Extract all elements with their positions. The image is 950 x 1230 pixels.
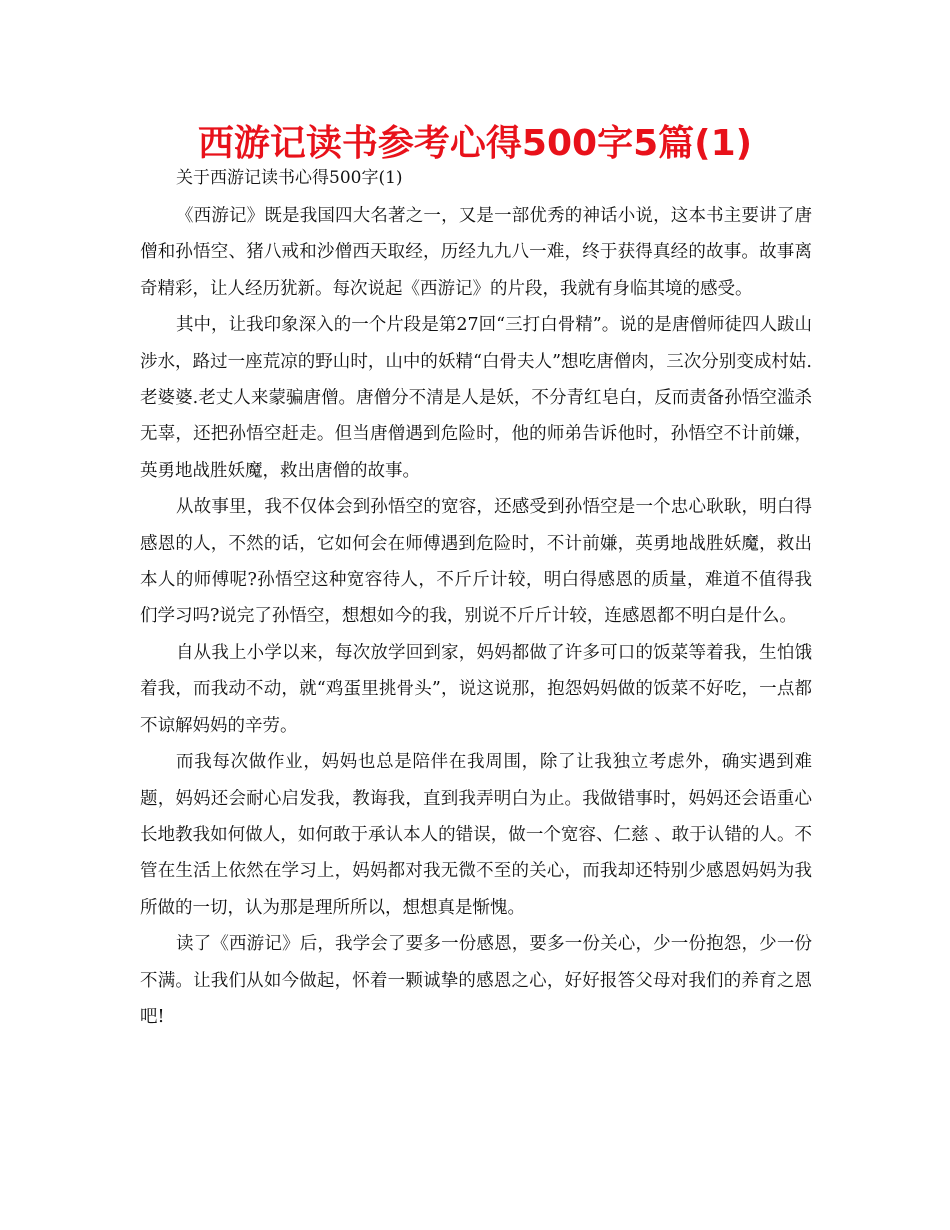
paragraph: 读了《西游记》后，我学会了要多一份感恩，要多一份关心，少一份抱怨，少一份不满。让我们从如今做起，怀着一颗诚挚的感恩之心，好好报答父母对我们的养育之恩吧! (140, 934, 812, 1027)
paragraph: 从故事里，我不仅体会到孙悟空的宽容，还感受到孙悟空是一个忠心耿耿，明白得感恩的人，不然的话，它如何会在师傅遇到危险时，不计前嫌，英勇地战胜妖魔，救出本人的师傅呢?孙悟空这种宽容待人，不斤斤计较，明白得感恩的质量，难道不值得我们学习吗?说完了孙悟空，想想如今的我，别说不斤斤计较，连感恩都不明白是什么。 (140, 497, 812, 627)
paragraph: 而我每次做作业，妈妈也总是陪伴在我周围，除了让我独立考虑外，确实遇到难题，妈妈还会耐心启发我，教诲我，直到我弄明白为止。我做错事时，妈妈还会语重心长地教我如何做人，如何敢于承认本人的错误，做一个宽容、仁慈 、敢于认错的人。不管在生活上依然在学习上，妈妈都对我无微不至的关心，而我却还特别少感恩妈妈为我所做的一切，认为那是理所所以，想想真是惭愧。 (140, 752, 812, 918)
paragraph: 自从我上小学以来，每次放学回到家，妈妈都做了许多可口的饭菜等着我，生怕饿着我，而我动不动，就“鸡蛋里挑骨头”，说这说那，抱怨妈妈做的饭菜不好吃，一点都不谅解妈妈的辛劳。 (140, 642, 812, 736)
document-body (140, 198, 812, 1035)
paragraph: 《西游记》既是我国四大名著之一，又是一部优秀的神话小说，这本书主要讲了唐僧和孙悟空、猪八戒和沙僧西天取经，历经九九八一难，终于获得真经的故事。故事离奇精彩，让人经历犹新。每次说起《西游记》的片段，我就有身临其境的感受。 (140, 206, 812, 299)
document-title: 西游记读书参考心得500字5篇(1) (197, 123, 753, 164)
paragraph: 其中，让我印象深入的一个片段是第27回“三打白骨精”。说的是唐僧师徒四人跋山涉水，路过一座荒凉的野山时，山中的妖精“白骨夫人”想吃唐僧肉，三次分别变成村姑.老婆婆.老丈人来蒙骗唐僧。唐僧分不清是人是妖，不分青红皂白，反而责备孙悟空滥杀无辜，还把孙悟空赶走。但当唐僧遇到危险时，他的师弟告诉他时，孙悟空不计前嫌，英勇地战胜妖魔，救出唐僧的故事。 (140, 315, 812, 481)
document-subtitle: 关于西游记读书心得500字(1) (176, 168, 403, 188)
